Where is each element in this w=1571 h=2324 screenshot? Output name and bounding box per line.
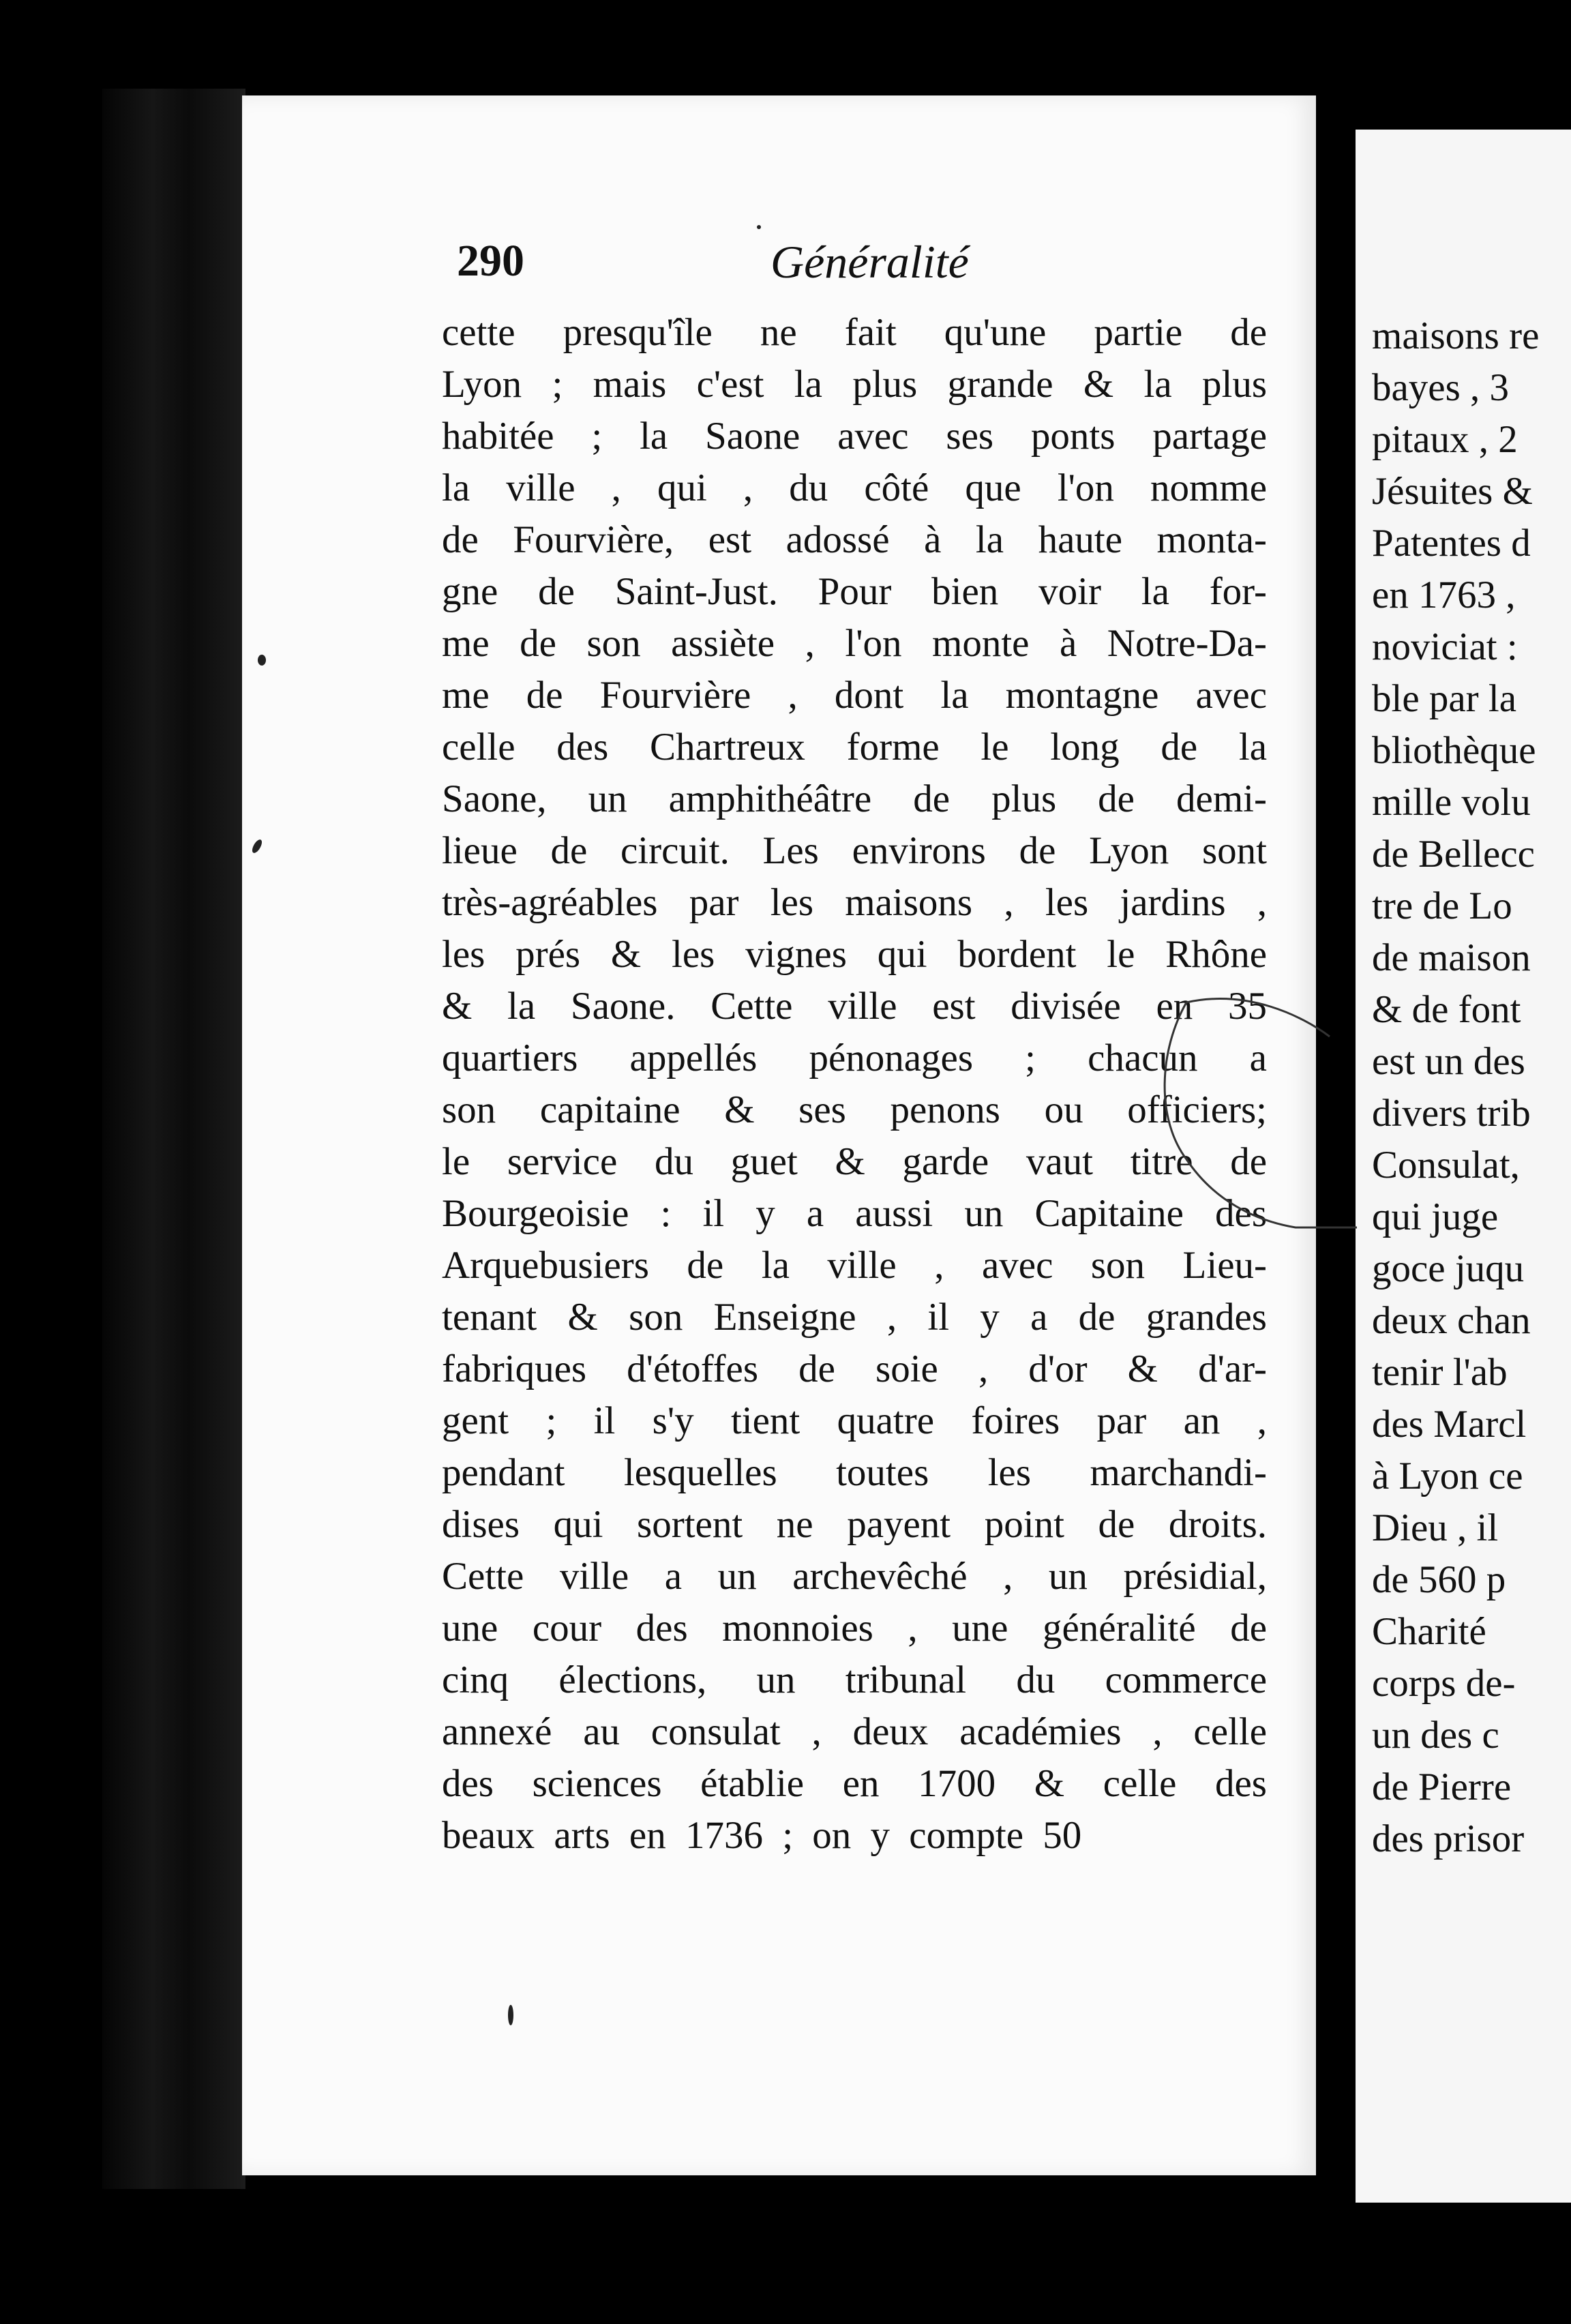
text-line: & de font (1372, 988, 1521, 1031)
text-line: pitaux , 2 (1372, 418, 1518, 461)
text-line: bayes , 3 (1372, 366, 1510, 409)
text-line: Jésuites & (1372, 470, 1533, 513)
right-page-text (1372, 310, 1571, 1865)
text-line: beaux arts en 1736 ; on y compte 50 (442, 1814, 1082, 1857)
text-line: & la Saone. Cette ville est divisée en 35 (442, 985, 1267, 1028)
text-line: habitée ; la Saone avec ses ponts partage (442, 415, 1267, 458)
page-header (457, 235, 1255, 297)
left-page-text (442, 307, 1267, 1862)
text-line: Consulat, (1372, 1144, 1520, 1187)
scan-speck (757, 225, 761, 229)
text-line: des prisor (1372, 1817, 1525, 1860)
text-line: me de Fourvière , dont la montagne avec (442, 674, 1267, 717)
book-gutter (1316, 102, 1357, 2216)
text-line: une cour des monnoies , une généralité de (442, 1607, 1267, 1650)
text-line: de Bellecc (1372, 833, 1535, 876)
text-line: tenant & son Enseigne , il y a de grandes (442, 1296, 1267, 1339)
text-line: pendant lesquelles toutes les marchandi- (442, 1451, 1267, 1494)
text-line: fabriques d'étoffes de soie , d'or & d'ar- (442, 1347, 1267, 1390)
text-line: goce juqu (1372, 1247, 1525, 1290)
text-line: ble par la (1372, 677, 1517, 720)
book-spine-edge (102, 89, 245, 2189)
text-line: son capitaine & ses penons ou officiers; (442, 1088, 1267, 1131)
text-line: des Marcl (1372, 1403, 1527, 1446)
text-line: Patentes d (1372, 522, 1531, 565)
text-line: Bourgeoisie : il y a aussi un Capitaine des (442, 1192, 1267, 1235)
text-line: les prés & les vignes qui bordent le Rhône (442, 933, 1267, 976)
text-line: bliothèque (1372, 729, 1536, 772)
text-line: Arquebusiers de la ville , avec son Lieu- (442, 1244, 1267, 1287)
text-line: la ville , qui , du côté que l'on nomme (442, 466, 1267, 509)
text-line: maisons re (1372, 314, 1540, 357)
text-line: corps de- (1372, 1662, 1516, 1705)
text-line: me de son assiète , l'on monte à Notre-Da- (442, 622, 1267, 665)
text-line: de maison (1372, 936, 1531, 979)
text-line: est un des (1372, 1040, 1525, 1083)
text-line: dises qui sortent ne payent point de droits. (442, 1503, 1267, 1546)
page-number: 290 (457, 236, 524, 286)
text-line: à Lyon ce (1372, 1455, 1523, 1498)
text-line: cette presqu'île ne fait qu'une partie de (442, 311, 1267, 354)
text-line: Charité (1372, 1610, 1486, 1653)
text-line: de Fourvière, est adossé à la haute monta- (442, 518, 1267, 561)
text-line: Cette ville a un archevêché , un présidial, (442, 1555, 1267, 1598)
running-head: Généralité (770, 236, 969, 288)
text-line: Dieu , il (1372, 1506, 1499, 1549)
text-line: gne de Saint-Just. Pour bien voir la for- (442, 570, 1267, 613)
text-line: lieue de circuit. Les environs de Lyon sont (442, 829, 1267, 872)
text-line: gent ; il s'y tient quatre foires par an , (442, 1399, 1267, 1442)
text-line: noviciat : (1372, 625, 1518, 668)
text-line: celle des Chartreux forme le long de la (442, 726, 1267, 769)
text-line: deux chan (1372, 1299, 1531, 1342)
text-line: Lyon ; mais c'est la plus grande & la plus (442, 363, 1267, 406)
scan-speck (258, 655, 266, 666)
text-line: mille volu (1372, 781, 1531, 824)
scan-speck (508, 2005, 513, 2025)
text-line: tre de Lo (1372, 884, 1512, 927)
text-line: de 560 p (1372, 1558, 1506, 1601)
text-line: en 1763 , (1372, 573, 1516, 616)
text-line: qui juge (1372, 1195, 1499, 1238)
text-line: des sciences établie en 1700 & celle des (442, 1762, 1267, 1805)
text-line: divers trib (1372, 1092, 1531, 1135)
text-line: de Pierre (1372, 1766, 1512, 1808)
text-line: annexé au consulat , deux académies , celle (442, 1710, 1267, 1753)
text-line: très-agréables par les maisons , les jardins , (442, 881, 1267, 924)
text-line: cinq élections, un tribunal du commerce (442, 1658, 1267, 1701)
text-line: quartiers appellés pénonages ; chacun a (442, 1037, 1267, 1079)
text-line: le service du guet & garde vaut titre de (442, 1140, 1267, 1183)
text-line: tenir l'ab (1372, 1351, 1508, 1394)
text-line: Saone, un amphithéâtre de plus de demi- (442, 777, 1267, 820)
text-line: un des c (1372, 1714, 1499, 1757)
